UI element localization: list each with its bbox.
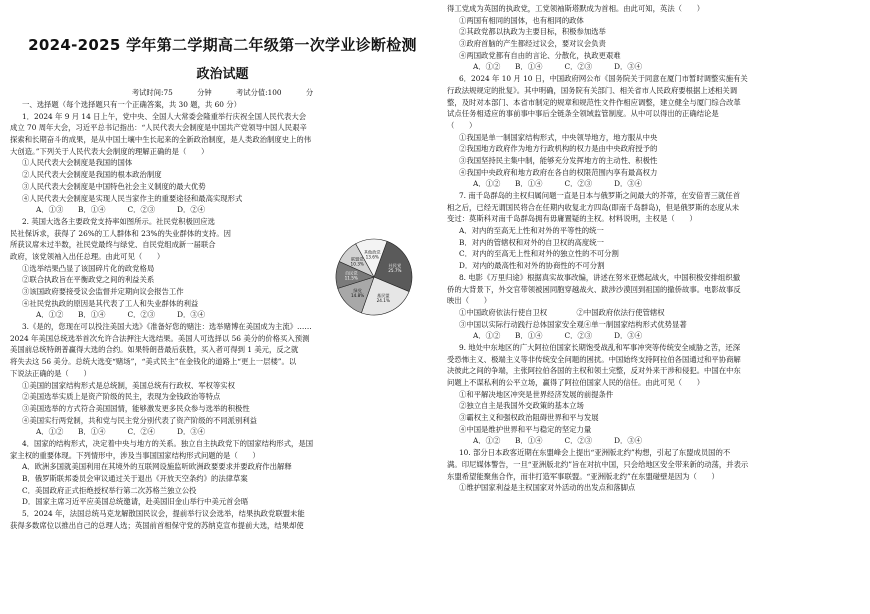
question-text: 9. 地处中东地区的广大阿拉伯国家长期饱受战乱和军事冲突等传统安全威胁之苦，还深 (459, 342, 741, 352)
question-text: 东盟希望能聚焦合作，而非打造军事联盟。“亚洲版北约”在东盟碰壁是因为（ ） (447, 471, 719, 481)
option-line: ②联合执政旨在平衡政党之间的利益关系 (22, 275, 155, 285)
answer-choices: A．①② B．①④ C．②③ D．③④ (36, 310, 206, 320)
question-text: 成立 70 周年大会，习近平总书记指出：“人民代表大会制度是中国共产党领导中国人民艰辛 (10, 123, 307, 133)
question-text: 满。印尼媒体警告，一旦“亚洲版北约”旨在对抗中国，只会给地区安全带来新的动荡，并表示 (447, 459, 749, 469)
answer-choices: A．①② B．①④ C．②③ D．③④ (473, 179, 643, 189)
pie-slice-label: 其他政党 13.6% (363, 249, 381, 260)
option-line: ①两国有相同的国体，也有相同的政体 (459, 15, 584, 25)
question-text: 受恐怖主义、极端主义等非传统安全问题的困扰。中国始终支持阿拉伯各国通过和平协商解 (447, 354, 741, 364)
pie-slice-label: 自民党 11.5% (344, 270, 358, 281)
option-line: ③中国以实际行动践行总体国家安全观④单一制国家结构形式优势显著 (459, 319, 687, 329)
option-line: A．对内的至高无上性和对外的平等性的统一 (459, 226, 604, 236)
option-line: C．美国政府正式拒绝授权举行第二次苏格兰独立公投 (22, 485, 197, 495)
option-line: A．欧洲多国就美国利用在其境外的互联网设施监听欧洲政要要求并要政府作出解释 (22, 462, 292, 472)
question-text: 5．2024 年，法国总统马克龙解散国民议会，提前举行议会选举，结果执政党联盟未能 (22, 509, 305, 519)
option-line: ①和平解决地区冲突是世界经济发展的前提条件 (459, 389, 614, 399)
answer-choices: A．①② B．①④ C．②③ D．③④ (473, 62, 643, 72)
option-line: ①我国是单一制国家结构形式，中央领导地方，地方服从中央 (459, 132, 658, 142)
option-line: ②我国地方政府作为地方行政机构的权力是由中央政府授予的 (459, 144, 658, 154)
right-column (447, 3, 862, 494)
section-one (10, 99, 435, 216)
exam-time: 考试时间:75 分钟 (131, 88, 212, 97)
question-text: 2. 英国大选各主要政党支持率如图所示。社民党积极回应选 (22, 216, 215, 226)
pie-slice-label: 基民盟 24.1% (376, 292, 390, 303)
party-support-pie-chart (324, 232, 428, 322)
option-line: ②人民代表大会制度是我国的根本政治制度 (22, 170, 162, 180)
question-text: 4．国家的结构形式，决定着中央与地方的关系。独立自主执政党下的国家结构形式，是国 (22, 438, 314, 448)
option-line: ①维护国家利益是主权国家对外活动的出发点和落脚点 (459, 483, 636, 493)
option-line: ③我国坚持民主集中制，能够充分发挥地方的主动性、积极性 (459, 155, 658, 165)
option-line: ②独立自主是我国外交政策的基本立场 (459, 401, 584, 411)
option-line: ①选举结果凸显了该国碎片化的政党格局 (22, 263, 155, 273)
exam-meta (10, 88, 435, 98)
question-text: 民社保诉求，获得了 26%的工人群体和 23%的失业群体的支持。因 (10, 228, 231, 238)
option-line: ②其政党都以执政为主要目标，积极参加选举 (459, 27, 606, 37)
section-heading: 一、选择题（每个选择题只有一个正确答案，共 30 题，共 60 分） (22, 100, 241, 109)
option-line: ④我国中央政府和地方政府在各自的权限范围内享有最高权力 (459, 167, 658, 177)
option-line: ④社民党执政的原因是其代表了工人和失业群体的利益 (22, 298, 199, 308)
option-line: B．对内的管辖权和对外的自卫权的高度统一 (459, 237, 604, 247)
option-line: ③霸权主义和强权政治阻碍世界和平与发展 (459, 413, 599, 423)
question-text: 问题上不谋私利的公平立场，赢得了阿拉伯国家人民的信任。由此可见（ ） (447, 378, 705, 387)
pie-slice-label: 绿党 14.8% (350, 287, 365, 298)
question-text: 相之后，已经无谓国民将合在任期内收复北方四岛(即南千岛群岛)，但是俄罗斯的态度从未 (447, 202, 740, 212)
question-text: 整，及时对本部门、本省市制定的规章和规范性文件作相应调整，建立健全与厦门综合改革 (447, 97, 741, 107)
question-text: 获得多数席位以推出自己的总理人选；英国前首相保守党的苏纳克宣布提前大选，结果却使 (10, 520, 304, 530)
question-text: 得工党成为英国的执政党，工党领袖斯塔默成为首相。由此可知，英法（ ） (447, 4, 705, 13)
option-line: ④中国是维护世界和平与稳定的坚定力量 (459, 424, 592, 434)
answer-choices: A．①② B．①④ C．②③ D．③④ (473, 436, 643, 446)
option-line: B．俄罗斯联邦委员会审议通过关于退出《开放天空条约》的法律草案 (22, 474, 248, 483)
option-line: ③该国政府要接受议会监督并定期向议会报告工作 (22, 287, 184, 296)
questions-3-5 (10, 321, 435, 531)
question-text: 1．2024 年 9 月 14 日上午，党中央、全国人大常委会隆重举行庆祝全国人民代表大会 (22, 111, 307, 121)
option-line: C．对内的至高无上性和对外的独立性的不可分割 (459, 249, 619, 259)
question-text: 映出（ ） (447, 296, 492, 306)
question-text: 侨的大背景下，外交官带领被困同胞穿越战火、跋涉沙漠回到祖国的撤侨故事。电影故事反 (447, 284, 741, 294)
question-text: 试点任务相适应的事前事中事后全链条全领域监管制度。从中可以得出的正确结论是 (447, 109, 719, 119)
pie-slice-label: 联盟党 10.3% (350, 256, 364, 267)
option-line: D．国家主席习近平应美国总统邀请，赴美国旧金山举行中美元首会晤 (22, 497, 249, 507)
question-text: 行政法规规定的批复》。其中明确，国务院有关部门、相关省市人民政府要根据上述相关调 (447, 85, 738, 95)
question-text: 所获议席未过半数，社民党最终与绿党、自民党组成新一届联合 (10, 240, 216, 250)
question-text: 美国前总统特朗普赢得大选的合约。如果特朗普最后获胜，买入者可得到 1 美元，反之就 (10, 345, 299, 355)
answer-choices: A．①③ B．①④ C．②③ D．②④ (36, 205, 206, 215)
option-line: ①中国政府依法行使自卫权 ②中国政府依法行使管辖权 (459, 307, 665, 317)
answer-choices: A．①② B．①④ C．②④ D．③④ (36, 427, 206, 437)
exam-subject: 政治试题 (196, 67, 249, 82)
option-line: ④人民代表大会制度是实现人民当家作主的重要途径和最高实现形式 (22, 193, 243, 203)
option-line: ③美国选举的方式符合美国国情，能够激发更多民众参与选举的积极性 (22, 403, 250, 413)
option-line: ③人民代表大会制度是中国特色社会主义制度的最大优势 (22, 181, 206, 191)
question-text: 10. 部分日本政客近期在东盟峰会上提出“亚洲版北约”构想，引起了东盟成员国的不 (459, 448, 731, 458)
question-text: 大创造。”下列关于人民代表大会制度的理解正确的是（ ） (10, 146, 209, 156)
question-text: 下说法正确的是（ ） (10, 368, 91, 378)
option-line: ①人民代表大会制度是我国的国体 (22, 158, 133, 168)
option-line: ①美国的国家结构形式是总统制，美国总统有行政权、军权等实权 (22, 380, 235, 390)
option-line: D．对内的最高性和对外的协商性的不可分割 (459, 261, 605, 271)
question-text: 政府，该党领袖入出任总理。由此可见（ ） (10, 251, 165, 261)
exam-title: 2024-2025 学年第二学期高二年级第一次学业诊断检测 (28, 36, 417, 54)
question-text: 8. 电影《万里归途》根据真实故事改编，讲述在努米亚燃起战火，中国积极安排组织撤 (459, 272, 741, 282)
question-text: 7. 南千岛群岛的主权归属问题一直是日本与俄罗斯之间最大的芥蒂，在安倍晋三就任首 (459, 191, 741, 200)
question-text: 变过：莫斯科对南千岛群岛拥有毋庸置疑的主权。材料说明，主权是（ ） (447, 214, 697, 224)
option-line: ④两国政党都有自由的言论、分散化，执政更艰难 (459, 50, 621, 60)
question-text: 2024 年美国总统选举首次允许合法押注大选结果。美国人可选择以 56 美分的价格买入预测 (10, 333, 310, 343)
option-line: ④美国实行两党制，共和党与民主党分别代表了资产阶级的不同派别利益 (22, 415, 258, 425)
question-text: 决彼此之间的争端，主张阿拉伯各国的主权和领土完整，反对外来干涉和侵犯。中国在中东 (447, 366, 741, 376)
question-text: （ ） (447, 120, 477, 130)
option-line: ③政府首脑的产生都经过议会，要对议会负责 (459, 39, 606, 49)
question-text: 将失去这 56 美分。总统大选变“赌场”，“美式民主”在金钱化的道路上“更上一层楼”。以 (10, 357, 297, 367)
question-text: 家主权的重要体现。下列情形中，涉及当事国国家结构形式问题的是（ ） (10, 450, 260, 460)
question-text: 探索和长期奋斗的成果，是从中国土壤中生长起来的全新政治制度，是人类政治制度史上的伟 (10, 135, 312, 145)
question-text: 3.《是的，您现在可以投注美国大选》《准备好您的赌注：选举赌博在美国成为主流》…… (22, 322, 312, 332)
exam-score: 考试分值:100 分 (235, 88, 314, 97)
left-column (10, 0, 435, 531)
answer-choices: A．①② B．①④ C．②③ D．③④ (473, 331, 643, 341)
option-line: ②美国选举实质上是资产阶级的民主，表现为金钱政治等特点 (22, 392, 221, 402)
pie-slice-label: 社民党 25.7% (388, 262, 402, 273)
question-text: 6．2024 年 10 月 10 日，中国政府网公布《国务院关于同意在厦门市暂时调整实施有关 (459, 74, 748, 84)
